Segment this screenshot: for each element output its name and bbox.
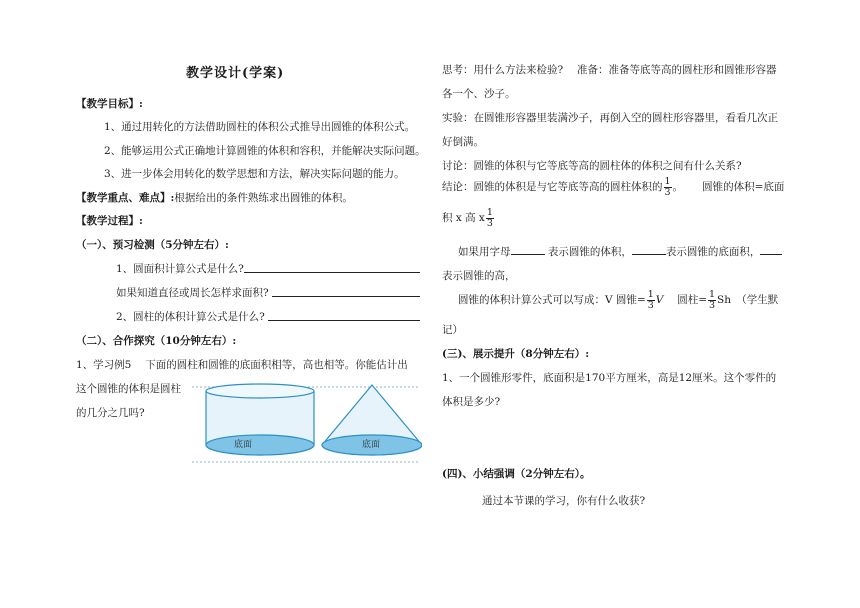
answer-line-1[interactable] [244, 272, 420, 273]
section-3-heading: (三)、展示提升（8分钟左右）: [442, 348, 590, 360]
letter-part-3: 表示圆锥的底面积， [665, 246, 761, 258]
process-heading: 【教学过程】: [76, 215, 143, 227]
problem-line-1: 1、一个圆锥形零件，底面积是170平方厘米，高是12厘米。这个零件的 [442, 372, 777, 384]
page-title: 教学设计(学案) [186, 66, 285, 81]
goals-heading: 【教学目标】: [76, 98, 143, 110]
question-1b: 如果知道直径或周长怎样求面积? [116, 287, 269, 299]
answer-line-1b[interactable] [272, 296, 420, 297]
summary-question: 通过本节课的学习，你有什么收获? [482, 495, 646, 507]
conclusion-line-2 [442, 208, 495, 228]
blank-area-letter[interactable] [632, 244, 666, 255]
experiment-line-2: 好倒满。 [442, 136, 484, 148]
conclusion2-prefix: 积 x 高 x [442, 212, 485, 224]
section-2-heading: （二）、合作探究（10分钟左右）: [76, 335, 237, 347]
question-1: 1、圆面积计算公式是什么? [116, 263, 244, 275]
discussion: 讨论：圆锥的体积与它等底等高的圆柱体的体积之间有什么关系? [442, 160, 742, 172]
think-line-2: 各一个、沙子。 [442, 88, 516, 100]
fraction-numerator: 1 [709, 289, 716, 300]
conclusion-prefix: 结论：圆锥的体积是与它等底等高的圆柱体积的 [442, 181, 663, 193]
cone-base-label: 底面 [362, 440, 381, 450]
experiment-line-1: 实验：在圆锥形容器里装满沙子，再倒入空的圆柱形容器里，看看几次正 [442, 112, 778, 124]
letter-line-1 [458, 244, 782, 259]
problem-line-2: 体积是多少? [442, 396, 501, 408]
example-line-1: 1、学习例5 下面的圆柱和圆锥的底面积相等，高也相等。你能估计出 [76, 359, 408, 371]
fraction-denominator: 3 [664, 186, 671, 198]
formula-line-2: 记） [442, 324, 463, 336]
fraction-numerator: 1 [647, 289, 654, 300]
blank-height-letter[interactable] [760, 244, 782, 255]
goal-3: 3、进一步体会用转化的数学思想和方法，解决实际问题的能力。 [104, 168, 405, 180]
section-4-heading: (四)、小结强调（2分钟左右）。 [442, 468, 591, 480]
fraction-denominator: 3 [486, 217, 493, 229]
key-text: 根据给出的条件熟练求出圆锥的体积。 [174, 192, 353, 204]
cylinder-base-label: 底面 [234, 440, 253, 450]
figure-svg [190, 377, 422, 463]
conclusion-line-1 [442, 177, 784, 197]
blank-volume-letter[interactable] [511, 244, 545, 255]
fraction-denominator: 3 [647, 299, 654, 311]
fraction-one-third-1 [664, 177, 672, 197]
fraction-numerator: 1 [486, 207, 493, 218]
letter-line-2: 表示圆锥的高， [442, 270, 516, 282]
key-heading: 【教学重点、难点】: [76, 192, 175, 204]
fraction-one-third-2 [486, 208, 494, 228]
formula-sh: Sh （学生默 [717, 294, 779, 306]
key-points [76, 190, 353, 205]
example-line-3: 的几分之几吗? [76, 407, 145, 419]
goal-2: 2、能够运用公式正确地计算圆锥的体积和容积，并能解决实际问题。 [104, 145, 426, 157]
cylinder-cone-figure [190, 377, 422, 463]
answer-line-2[interactable] [268, 320, 420, 321]
think-line-1: 思考：用什么方法来检验? 准备：准备等底等高的圆柱形和圆锥形容器 [442, 64, 777, 76]
formula-fraction-1 [647, 290, 655, 310]
conclusion-suffix: 。 圆锥的体积=底面 [672, 181, 785, 193]
letter-part-2: 表示圆锥的体积， [547, 246, 632, 258]
cylinder-shape [206, 384, 314, 455]
example-line-2: 这个圆锥的体积是圆柱 [76, 383, 181, 395]
formula-v: V [655, 294, 664, 306]
question-2: 2、圆柱的体积计算公式是什么? [116, 311, 265, 323]
formula-mid: 圆柱= [663, 294, 707, 306]
fraction-numerator: 1 [664, 176, 671, 187]
goal-1: 1、通过用转化的方法借助圆柱的体积公式推导出圆锥的体积公式。 [104, 121, 416, 133]
formula-prefix: 圆锥的体积计算公式可以写成：V 圆锥= [458, 294, 646, 306]
formula-fraction-2 [708, 290, 716, 310]
formula-line [458, 290, 778, 310]
letter-part-1: 如果用字母 [458, 246, 511, 258]
section-1-heading: （一）、预习检测（5分钟左右）: [76, 239, 229, 251]
fraction-denominator: 3 [709, 299, 716, 311]
